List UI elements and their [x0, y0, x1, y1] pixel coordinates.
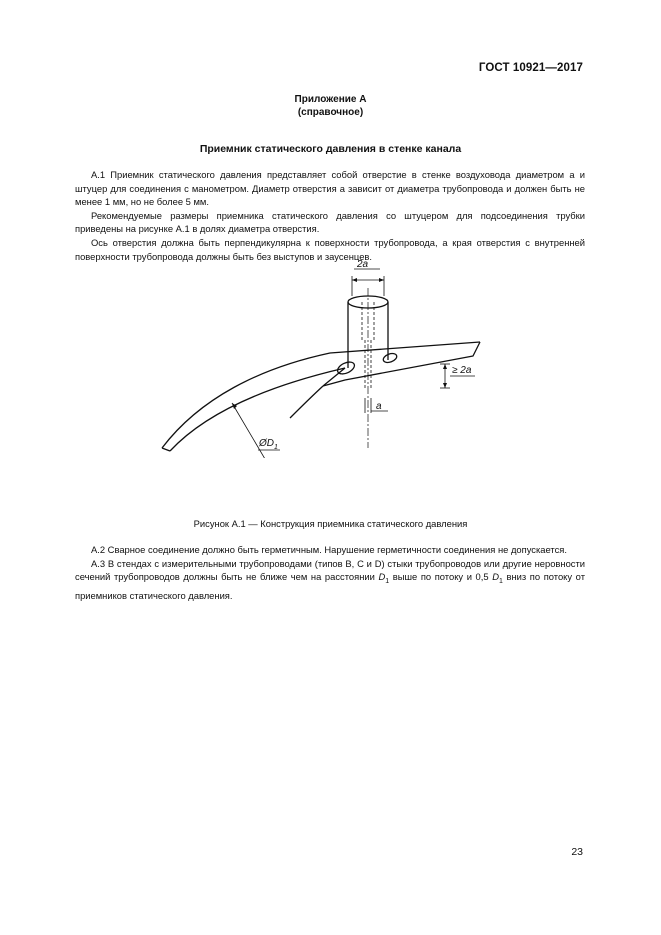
- section-title: Приемник статического давления в стенке канала: [199, 143, 462, 155]
- paragraph-a3: А.3 В стендах с измерительными трубопроводами (типов В, С и D) стыки трубопроводов или другие неровности сечений трубопроводов должны быть не ближе чем на расстоянии $D_1$ выше по потоку и 0,5 $D_1$ вниз по потоку от приемников статического давления.: [75, 557, 585, 601]
- pipe-wall-bottom-edge: [170, 368, 345, 451]
- dim-a-label: a: [376, 401, 382, 412]
- figure-a1-drawing: [140, 258, 500, 458]
- paragraph-a2: А.2 Сварное соединение должно быть герметичным. Нарушение герметичности соединения не допускается.: [91, 544, 567, 555]
- standard-number: ГОСТ 10921—2017: [478, 62, 583, 74]
- annex-note: (справочное): [297, 107, 364, 118]
- annex-heading: [0, 93, 661, 119]
- pipe-wall-cut-edge: [290, 386, 323, 418]
- paragraph-recommended-sizes: Рекомендуемые размеры приемника статического давления со штуцером для подсоединения трубки приведены на рисунке А.1 в долях диаметра отверстия.: [75, 209, 585, 235]
- annex-title: Приложение А: [294, 94, 367, 105]
- paragraph-hole-axis: Ось отверстия должна быть перпендикулярна к поверхности трубопровода, а края отверстия с внутренней поверхности трубопровода должны быть без выступов и заусенцев.: [75, 236, 585, 262]
- weld-right: [382, 352, 398, 364]
- pipe-wall-top-edge: [162, 342, 480, 448]
- body-text-bottom: [75, 543, 585, 602]
- dim-2a-label: 2a: [357, 259, 369, 270]
- dim-ge2a-label: ≥ 2a: [452, 365, 472, 376]
- pipe-wall-front-edge: [162, 448, 170, 451]
- body-text-top: [75, 168, 585, 263]
- figure-caption: Рисунок А.1 — Конструкция приемника статического давления: [193, 518, 468, 529]
- paragraph-a1: А.1 Приемник статического давления представляет собой отверстие в стенке воздуховода диаметром а и штуцер для соединения с манометром. Диаметр отверстия а зависит от диаметра трубопровода и должен быть не менее 1 мм, но не более 5 мм.: [75, 169, 585, 208]
- page-number: 23: [571, 846, 583, 858]
- dim-diameter-label: $ØD_1$: [259, 438, 278, 451]
- pipe-wall-right-face: [323, 342, 480, 386]
